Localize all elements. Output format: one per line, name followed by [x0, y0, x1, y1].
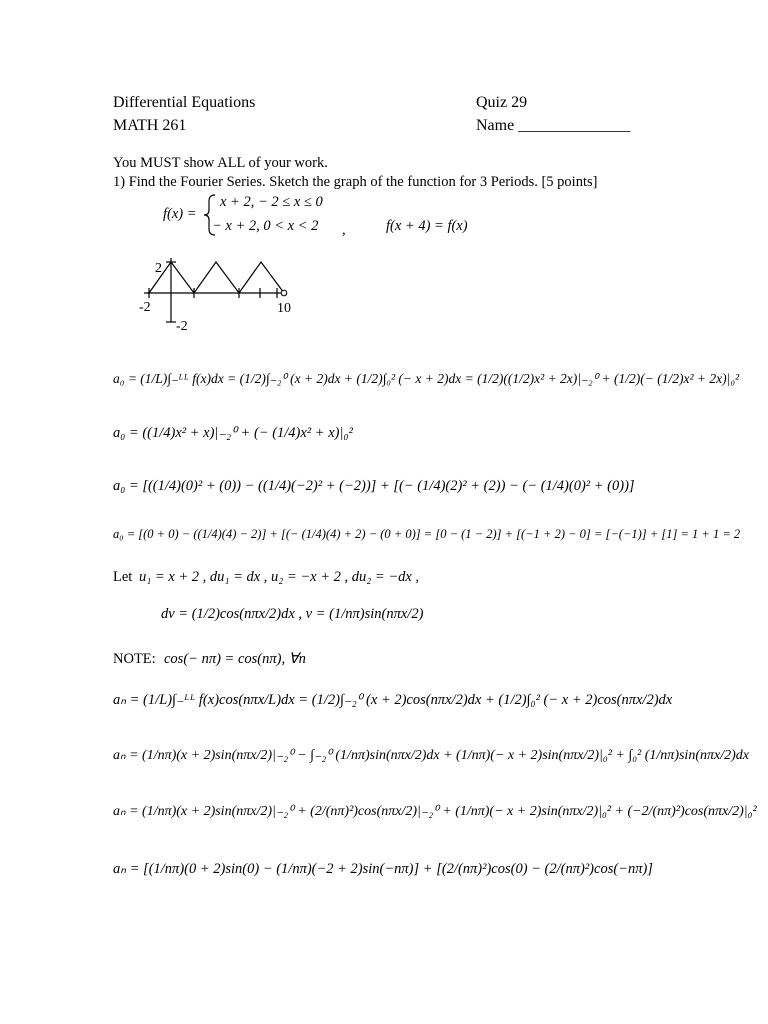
course-code: MATH 261 [113, 117, 187, 134]
substitution-line: u₁ = x + 2 , du₁ = dx , u₂ = −x + 2 , du₂ = −dx , [139, 569, 420, 585]
open-endpoint [281, 290, 287, 296]
a0-line-1: a₀ = (1/L)∫₋ᴸᴸ f(x)dx = (1/2)∫₋₂⁰ (x + 2)dx + (1/2)∫₀² (− x + 2)dx = (1/2)((1/2)x² + 2x)|₋₂⁰ + (1/2)(− (1/2)x² + 2x)|₀² [113, 371, 740, 386]
function-case-2: − x + 2, 0 < x < 2 [212, 218, 319, 234]
let-label: Let [113, 569, 133, 585]
an-line-3: aₙ = (1/nπ)(x + 2)sin(nπx/2)|₋₂⁰ + (2/(nπ)²)cos(nπx/2)|₋₂⁰ + (1/nπ)(− x + 2)sin(nπx/2)|₀² + (−2/(nπ)²)cos(nπx/2)|₀² [113, 804, 757, 819]
a0-line-3: a₀ = [((1/4)(0)² + (0)) − ((1/4)(−2)² + (−2))] + [(− (1/4)(2)² + (2)) − (− (1/4)(0)² + (0))] [113, 478, 635, 494]
an-line-1: aₙ = (1/L)∫₋ᴸᴸ f(x)cos(nπx/L)dx = (1/2)∫₋₂⁰ (x + 2)cos(nπx/2)dx + (1/2)∫₀² (− x + 2)cos(nπx/2)dx [113, 692, 673, 708]
function-sketch [136, 254, 306, 338]
function-case-1: x + 2, − 2 ≤ x ≤ 0 [220, 194, 323, 210]
course-title: Differential Equations [113, 94, 256, 111]
periodic-condition: f(x + 4) = f(x) [386, 218, 468, 234]
a0-line-4: a₀ = [(0 + 0) − ((1/4)(4) − 2)] + [(− (1/4)(4) + 2) − (0 + 0)] = [0 − (1 − 2)] + [(−1 + 2) − 0] = [−(−1)] + [1] = 1 + 1 = 2 [113, 527, 741, 541]
triangle-wave [149, 262, 284, 293]
an-line-4: aₙ = [(1/nπ)(0 + 2)sin(0) − (1/nπ)(−2 + 2)sin(−nπ)] + [(2/(nπ)²)cos(0) − (2/(nπ)²)cos(−nπ)] [113, 861, 653, 877]
an-line-2: aₙ = (1/nπ)(x + 2)sin(nπx/2)|₋₂⁰ − ∫₋₂⁰ (1/nπ)sin(nπx/2)dx + (1/nπ)(− x + 2)sin(nπx/2)|₀² + ∫₀² (1/nπ)sin(nπx/2)dx [113, 748, 749, 763]
a0-line-2: a₀ = ((1/4)x² + x)|₋₂⁰ + (− (1/4)x² + x)|₀² [113, 425, 353, 441]
function-lhs: f(x) = [163, 206, 197, 222]
x-label-right: 10 [277, 301, 291, 316]
note-equation: cos(− nπ) = cos(nπ), ∀n [164, 651, 306, 667]
note-label: NOTE: [113, 651, 156, 667]
function-separator: , [342, 222, 346, 238]
instructions: You MUST show ALL of your work. [113, 155, 328, 171]
quiz-number: Quiz 29 [476, 94, 528, 111]
dv-v-line: dv = (1/2)cos(nπx/2)dx , v = (1/nπ)sin(nπx/2) [161, 606, 424, 622]
problem-statement: 1) Find the Fourier Series. Sketch the graph of the function for 3 Periods. [5 points] [113, 174, 598, 190]
name-field-label: Name ______________ [476, 117, 631, 134]
y-label-top: 2 [155, 261, 162, 276]
y-label-bottom: -2 [176, 319, 188, 334]
x-label-left: -2 [139, 300, 151, 315]
